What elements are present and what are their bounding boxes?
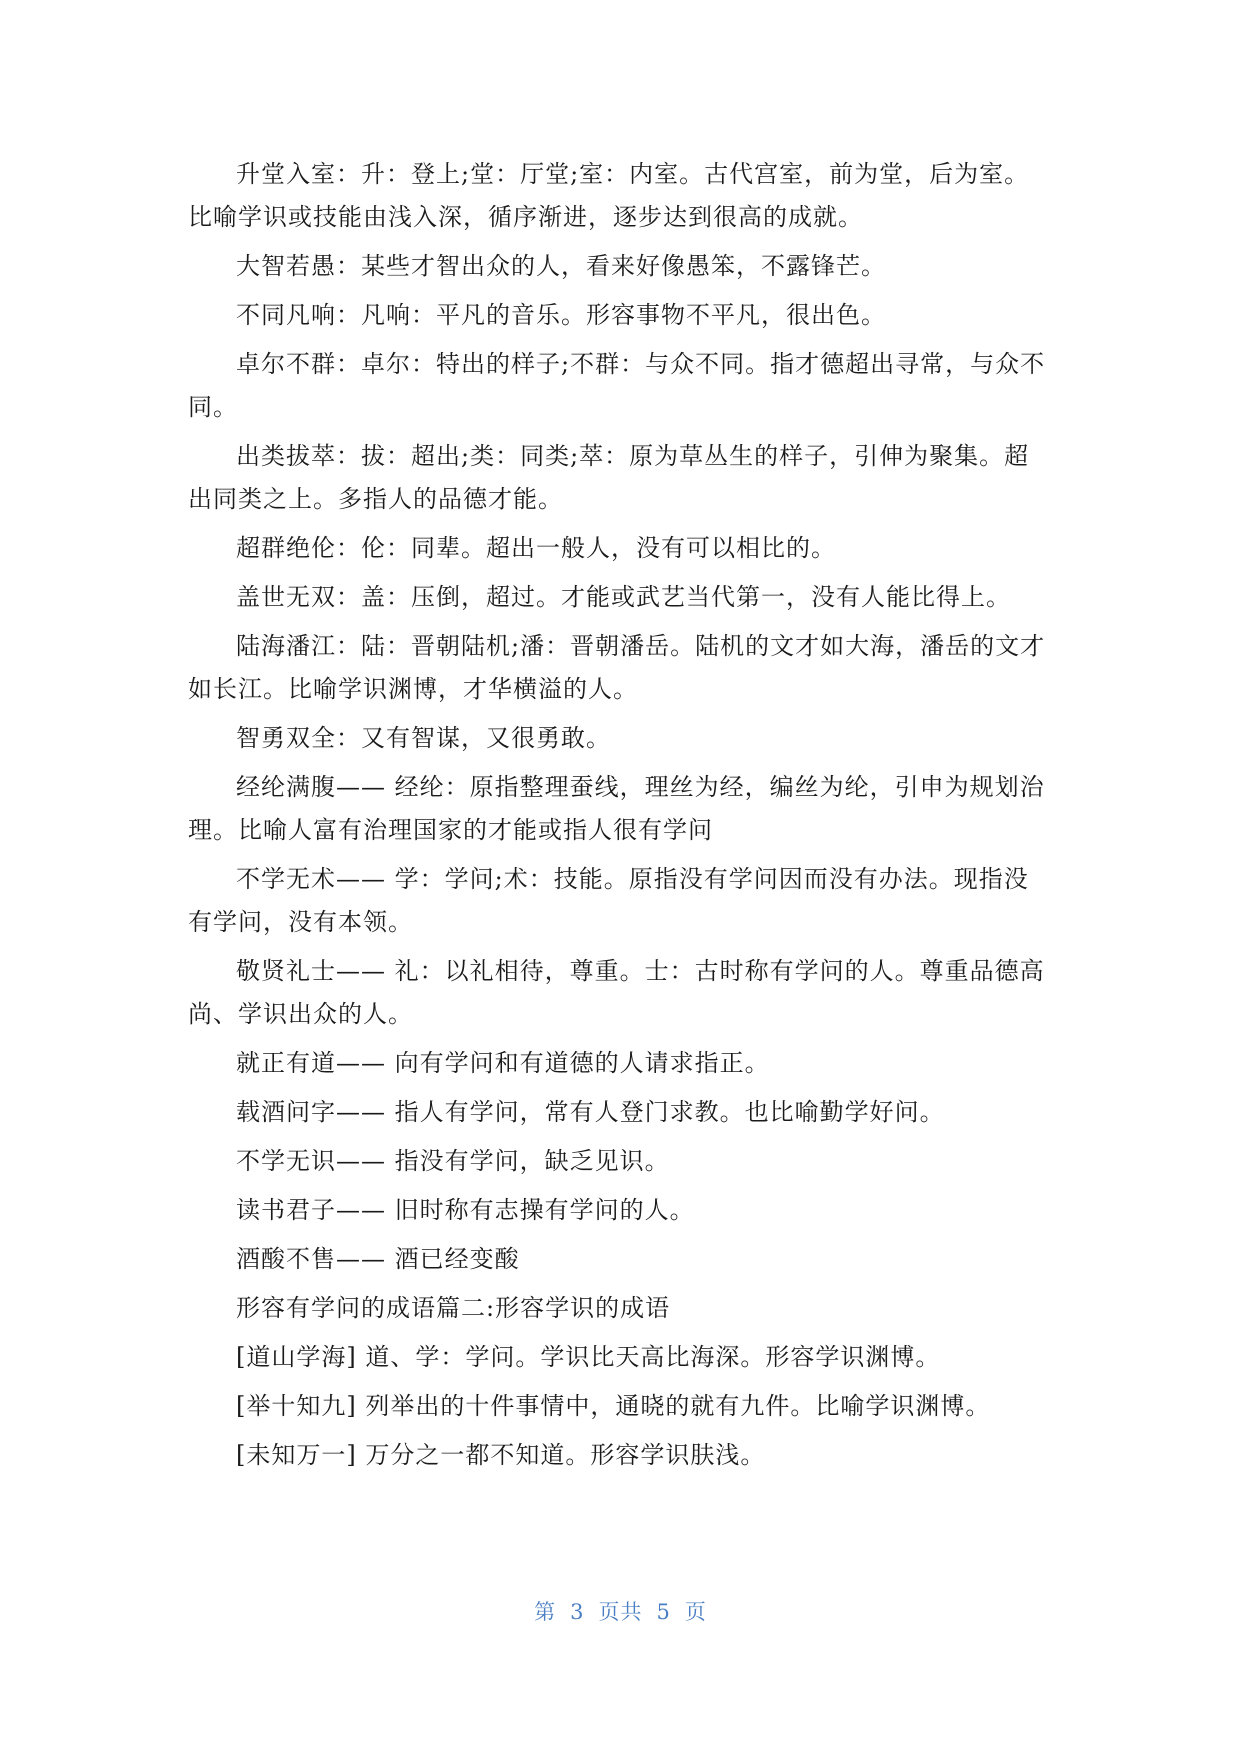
paragraph: [举十知九] 列举出的十件事情中，通晓的就有九件。比喻学识渊博。 (236, 1392, 991, 1420)
page-label-prefix: 第 (534, 1600, 557, 1624)
paragraph: 读书君子—— 旧时称有志操有学问的人。 (236, 1196, 695, 1224)
current-page-number: 3 (570, 1600, 585, 1624)
paragraph: 卓尔不群：卓尔：特出的样子;不群：与众不同。指才德超出寻常，与众不同。 (188, 350, 1046, 421)
page-label-middle: 页共 (598, 1600, 643, 1624)
paragraph: 不学无识—— 指没有学问，缺乏见识。 (236, 1147, 670, 1175)
paragraph: 盖世无双：盖：压倒，超过。才能或武艺当代第一，没有人能比得上。 (236, 583, 1011, 611)
paragraph: 不同凡响：凡响：平凡的音乐。形容事物不平凡，很出色。 (236, 301, 886, 329)
page-label-suffix: 页 (684, 1600, 707, 1624)
section-heading: 形容有学问的成语篇二:形容学识的成语 (236, 1294, 671, 1322)
paragraph: 酒酸不售—— 酒已经变酸 (236, 1245, 520, 1273)
document-body (188, 153, 1046, 1483)
paragraph: 出类拔萃：拔：超出;类：同类;萃：原为草丛生的样子，引伸为聚集。超出同类之上。多指人的品德才能。 (188, 442, 1030, 513)
paragraph: 经纶满腹—— 经纶：原指整理蚕线，理丝为经，编丝为纶，引申为规划治理。比喻人富有治理国家的才能或指人很有学问 (188, 773, 1045, 844)
paragraph: 就正有道—— 向有学问和有道德的人请求指正。 (236, 1049, 770, 1077)
paragraph: 智勇双全：又有智谋，又很勇敢。 (236, 724, 611, 752)
paragraph: [未知万一] 万分之一都不知道。形容学识肤浅。 (236, 1441, 766, 1469)
paragraph: [道山学海] 道、学：学问。学识比天高比海深。形容学识渊博。 (236, 1343, 941, 1371)
page-number-footer (0, 1596, 1241, 1626)
total-pages-number: 5 (656, 1600, 671, 1624)
paragraph: 超群绝伦：伦：同辈。超出一般人，没有可以相比的。 (236, 534, 836, 562)
paragraph: 升堂入室：升：登上;堂：厅堂;室：内室。古代宫室，前为堂，后为室。比喻学识或技能由浅入深，循序渐进，逐步达到很高的成就。 (188, 160, 1030, 231)
paragraph: 敬贤礼士—— 礼：以礼相待，尊重。士：古时称有学问的人。尊重品德高尚、学识出众的人。 (188, 957, 1045, 1028)
paragraph: 载酒问字—— 指人有学问，常有人登门求教。也比喻勤学好问。 (236, 1098, 945, 1126)
paragraph: 大智若愚：某些才智出众的人，看来好像愚笨，不露锋芒。 (236, 252, 886, 280)
paragraph: 不学无术—— 学：学问;术：技能。原指没有学问因而没有办法。现指没有学问，没有本领。 (188, 865, 1029, 936)
paragraph: 陆海潘江：陆：晋朝陆机;潘：晋朝潘岳。陆机的文才如大海，潘岳的文才如长江。比喻学识渊博，才华横溢的人。 (188, 632, 1046, 703)
